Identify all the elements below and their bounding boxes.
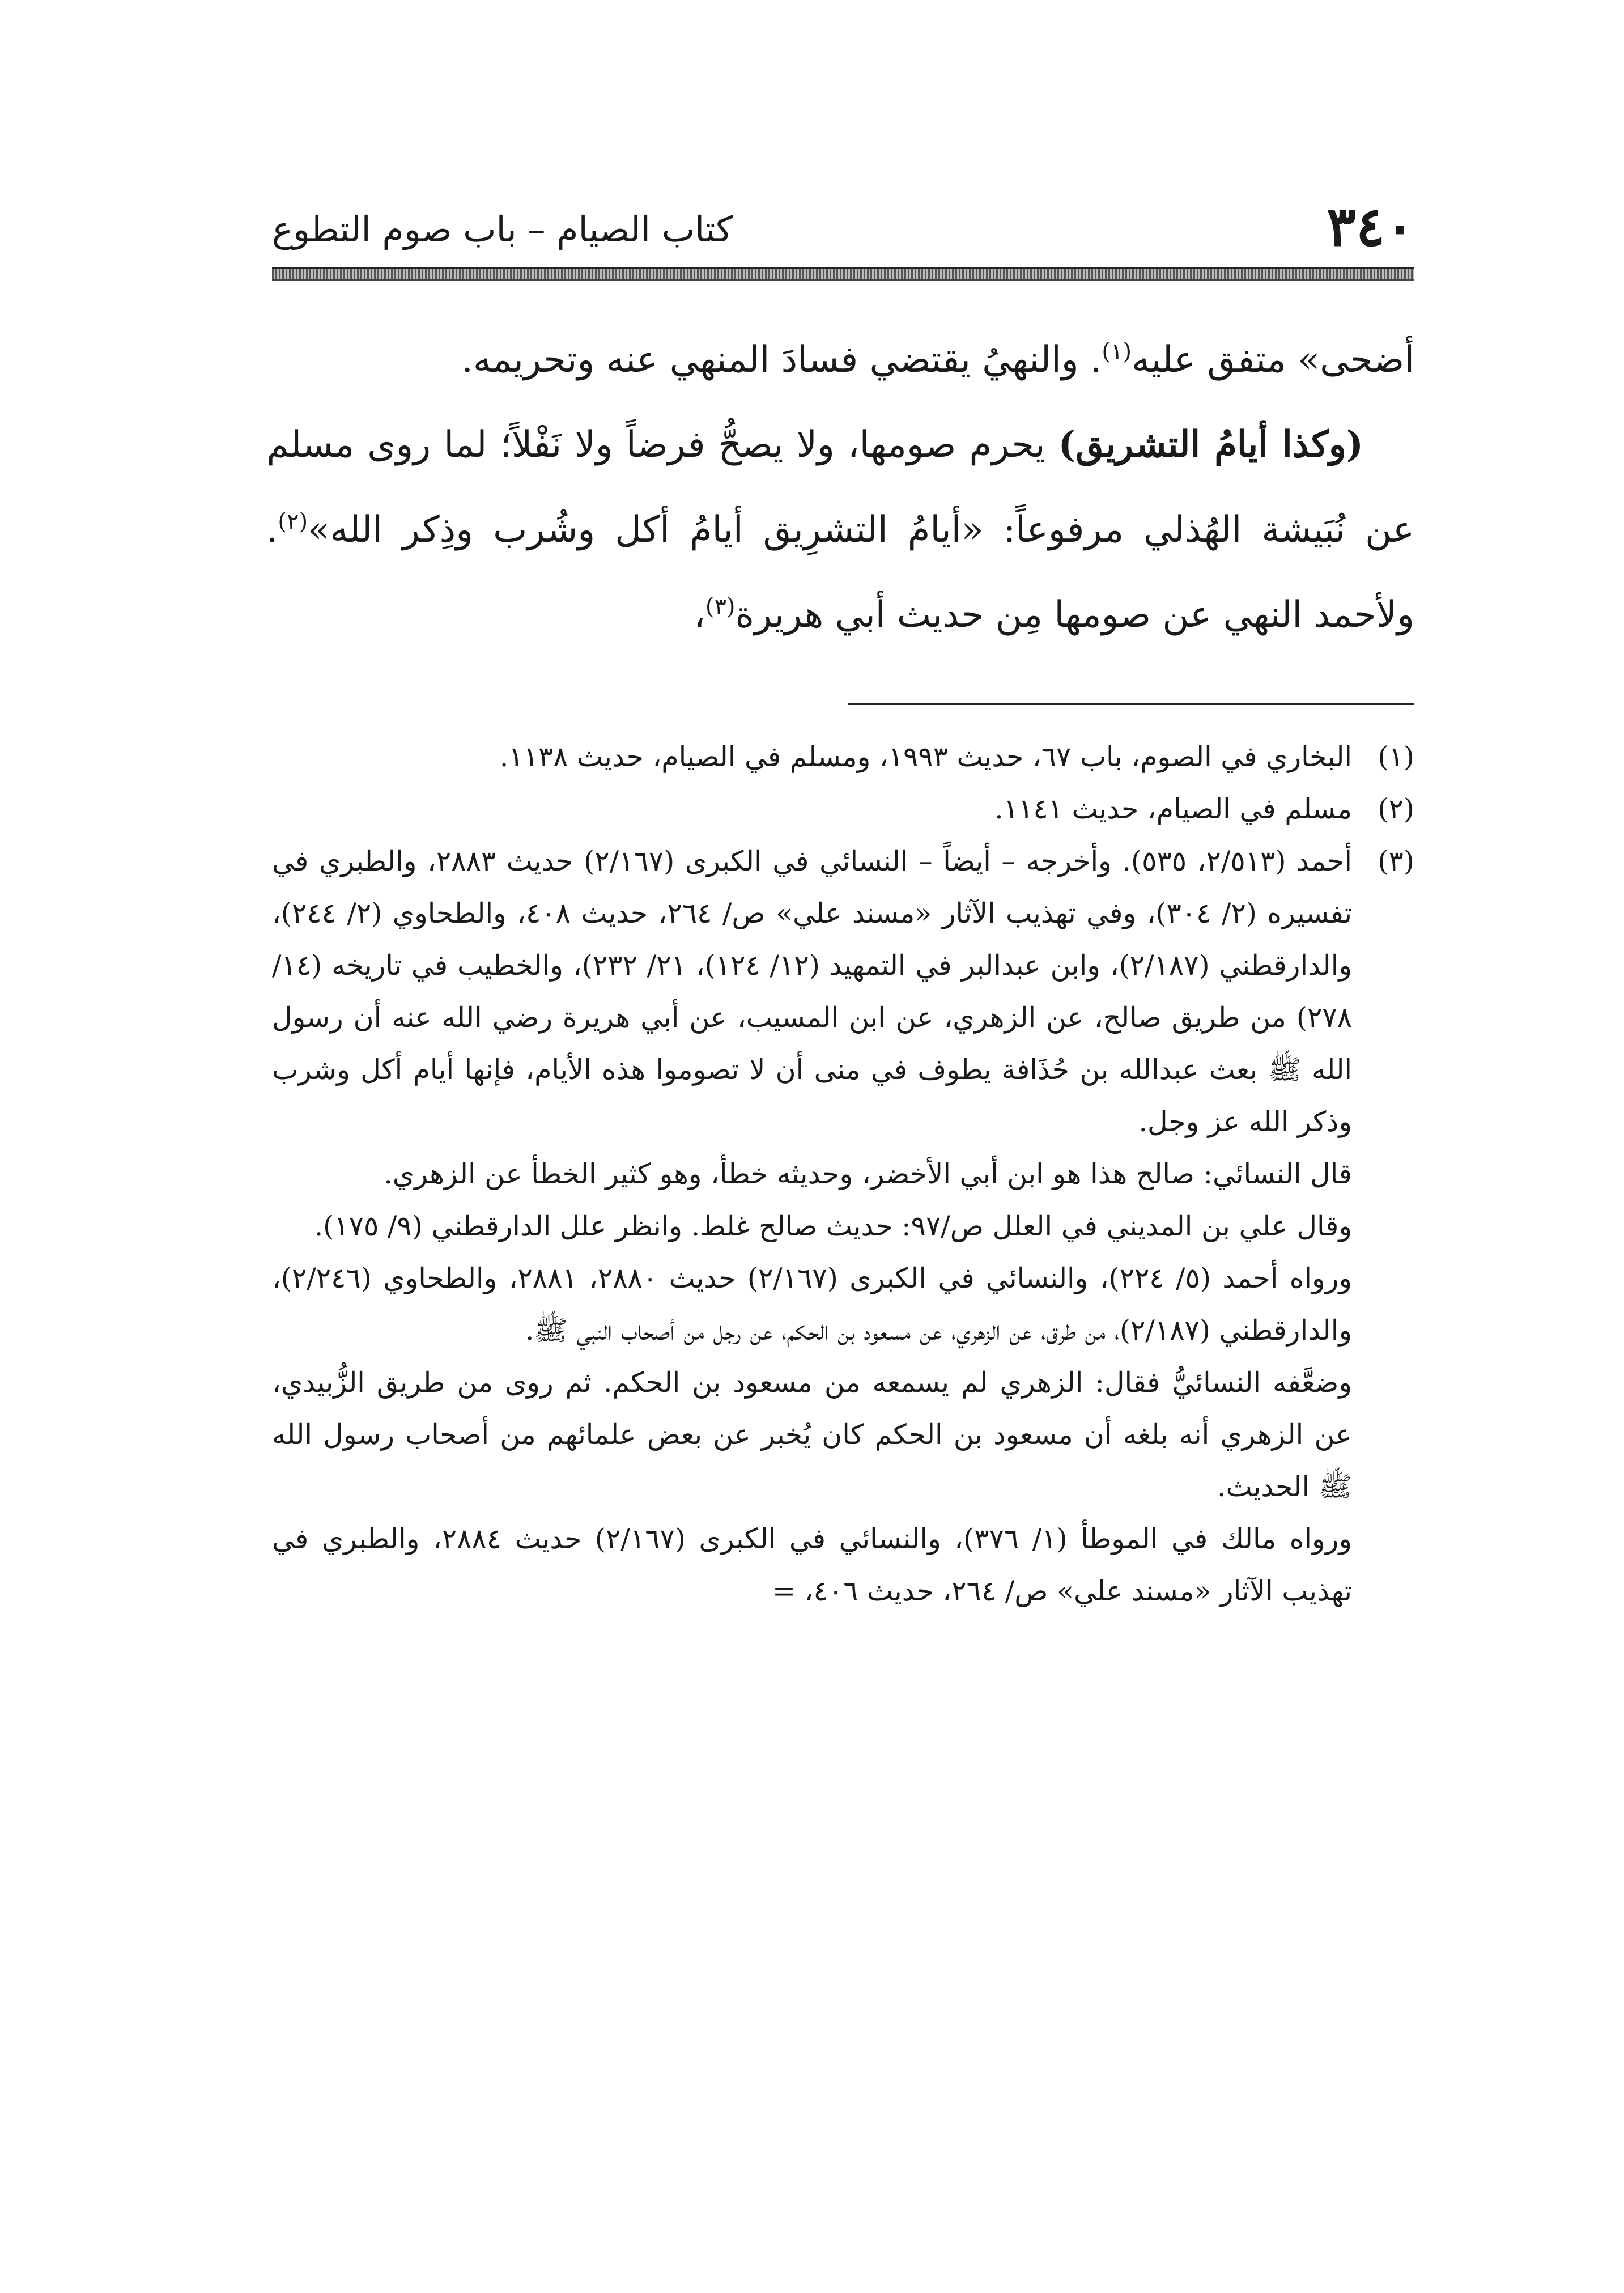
footnote-3-paragraph: ورواه أحمد (٥/ ٢٢٤)، والنسائي في الكبرى (٢/١٦٧) حديث ٢٨٨٠، ٢٨٨١، والطحاوي (٢/٢٤٦)، والدارقطني (٢/١٨٧)، من طرق، عن الزهري، عن مسعود بن الحكم، عن رجل من أصحاب النبي ﷺ.: [272, 1262, 1353, 1347]
footnote-2: (٢) مسلم في الصيام، حديث ١١٤١.: [272, 783, 1414, 835]
footnote-ref-2: (٢): [278, 508, 308, 535]
footnote-number: (١): [1378, 741, 1414, 773]
footnote-1: (١) البخاري في الصوم، باب ٦٧، حديث ١٩٩٣، ومسلم في الصيام، حديث ١١٣٨.: [272, 731, 1414, 783]
footnote-ref-1: (١): [1102, 338, 1132, 365]
footnote-separator: [848, 703, 1414, 705]
page-header: [272, 193, 1414, 261]
footnote-3-paragraph: وضعَّفه النسائيُّ فقال: الزهري لم يسمعه من مسعود بن الحكم. ثم روى من طريق الزُّبيدي، عن الزهري أنه بلغه أن مسعود بن الحكم كان يُخبر عن بعض علمائهم من أصحاب رسول الله ﷺ الحديث.: [272, 1366, 1352, 1503]
footnote-3: (٣) أحمد (٢/٥١٣، ٥٣٥). وأخرجه – أيضاً – النسائي في الكبرى (٢/١٦٧) حديث ٢٨٨٣، والطبري في تفسيره (٢/ ٣٠٤)، وفي تهذيب الآثار «مسند علي» ص/ ٢٦٤، حديث ٤٠٨، والطحاوي (٢/ ٢٤٤)، والدارقطني (٢/١٨٧)، وابن عبدالبر في التمهيد (١٢/ ١٢٤)، ٢١/ ٢٣٢)، والخطيب في تاريخه (١٤/ ٢٧٨) من طريق صالح، عن الزهري، عن ابن المسيب، عن أبي هريرة رضي الله عنه أن رسول الله ﷺ بعث عبدالله بن حُذَافة يطوف في منى أن لا تصوموا هذه الأيام، فإنها أيام أكل وشرب وذكر الله عز وجل.: [272, 835, 1414, 1148]
matn-heading: (وكذا أيامُ التشريق): [1058, 423, 1364, 466]
running-title: كتاب الصيام – باب صوم التطوع: [272, 209, 733, 250]
main-paragraph-1: أضحى» متفق عليه$^{(١)}$. والنهيُ يقتضي فسادَ المنهي عنه وتحريمه.: [461, 338, 1414, 381]
footnote-ref-3: (٣): [705, 593, 736, 620]
footnote-3-paragraph: قال النسائي: صالح هذا هو ابن أبي الأخضر، وحديثه خطأ، وهو كثير الخطأ عن الزهري.: [384, 1158, 1352, 1190]
header-rule: [272, 267, 1414, 281]
footnote-3-paragraph: وقال علي بن المديني في العلل ص/٩٧: حديث صالح غلط. وانظر علل الدارقطني (٩/ ١٧٥).: [314, 1210, 1352, 1242]
footnote-number: (٢): [1378, 793, 1414, 825]
footnote-3-paragraph: ورواه مالك في الموطأ (١/ ٣٧٦)، والنسائي في الكبرى (٢/١٦٧) حديث ٢٨٨٤، والطبري في تهذيب الآثار «مسند علي» ص/ ٢٦٤، حديث ٤٠٦، =: [272, 1523, 1352, 1607]
main-paragraph-2: (وكذا أيامُ التشريق) يحرم صومها، ولا يصحُّ فرضاً ولا نَفْلاً؛ لما روى مسلم عن نُبَيشة الهُذلي مرفوعاً: «أيامُ التشرِيق أيامُ أكل وشُرب وذِكر الله»$^{(٢)}$. ولأحمد النهي عن صومها مِن حديث أبي هريرة$^{(٣)}$،: [266, 423, 1414, 636]
main-text: [266, 317, 1414, 657]
footnote-number: (٣): [1378, 845, 1414, 877]
page-number: ٣٤٠: [1327, 194, 1414, 258]
footnotes: [272, 731, 1414, 1617]
